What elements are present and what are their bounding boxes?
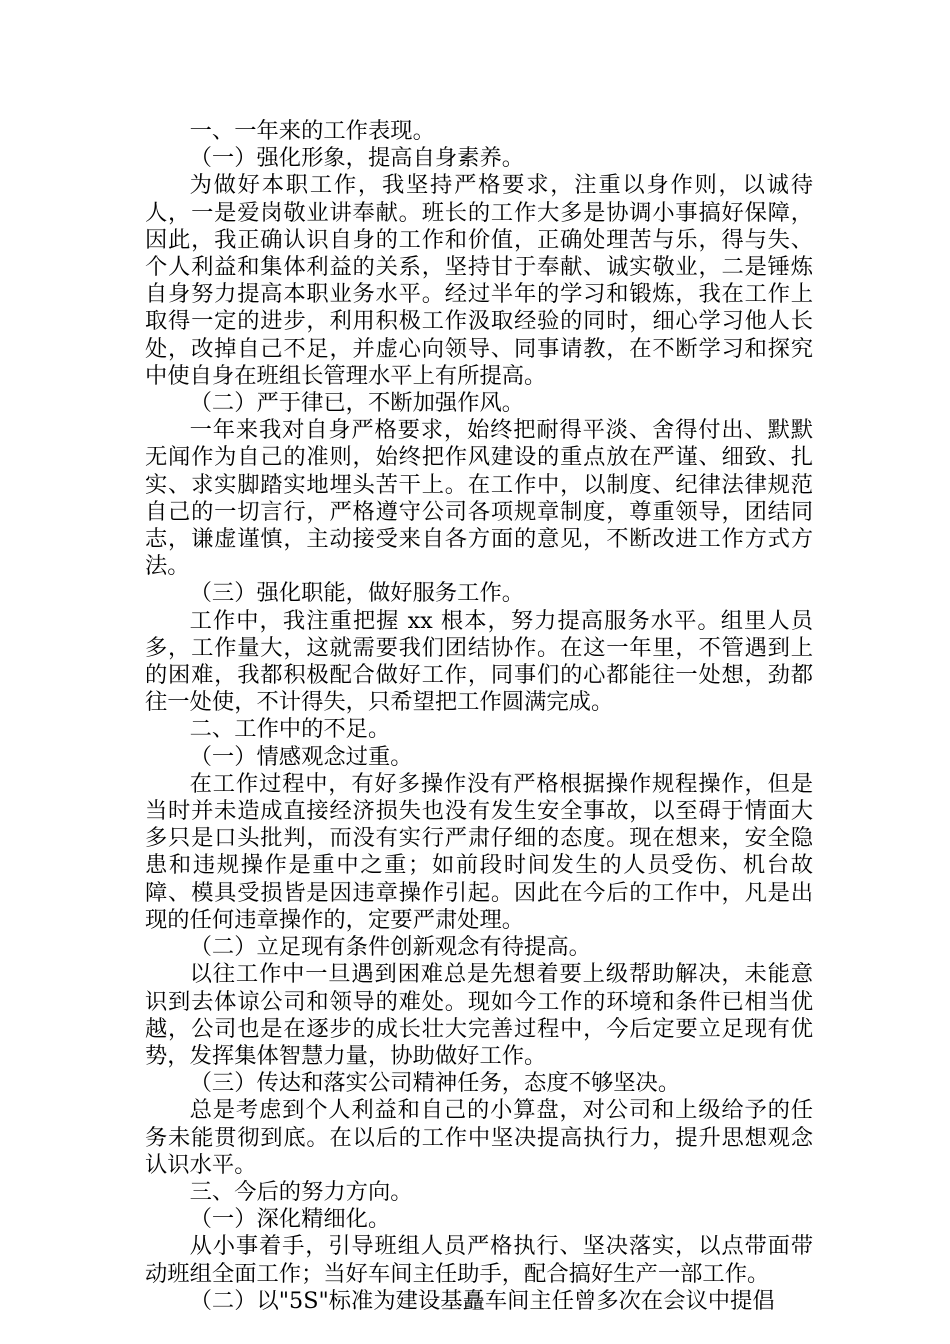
document-page <box>145 118 813 1315</box>
paragraph: 工作中，我注重把握 xx 根本，努力提高服务水平。组里人员多，工作量大，这就需要我们团结协作。在这一年里，不管遇到上的困难，我都积极配合做好工作，同事们的心都能往一处想，劲都往一处使，不计得失，只希望把工作圆满完成。 <box>145 607 813 716</box>
subsection-heading-1-2: （二）严于律已，不断加强作风。 <box>189 390 525 417</box>
subsection-heading-1-3: （三）强化职能，做好服务工作。 <box>189 580 525 607</box>
paragraph: 在工作过程中，有好多操作没有严格根据操作规程操作，但是当时并未造成直接经济损失也没有发生安全事故，以至碍于情面大多只是口头批判，而没有实行严肃仔细的态度。现在想来，安全隐患和违规操作是重中之重；如前段时间发生的人员受伤、机台故障、模具受损皆是因违章操作引起。因此在今后的工作中，凡是出现的任何违章操作的，定要严肃处理。 <box>145 770 813 933</box>
subsection-heading-3-2: （二）以"5S"标准为建设基矗车间主任曾多次在会议中提倡 <box>189 1287 775 1314</box>
subsection-heading-2-1: （一）情感观念过重。 <box>189 743 413 770</box>
subsection-heading-2-3: （三）传达和落实公司精神任务，态度不够坚决。 <box>189 1070 681 1097</box>
paragraph: 一年来我对自身严格要求，始终把耐得平淡、舍得付出、默默无闻作为自己的准则，始终把作风建设的重点放在严谨、细致、扎实、求实脚踏实地埋头苦干上。在工作中，以制度、纪律法律规范自己的一切言行，严格遵守公司各项规章制度，尊重领导，团结同志，谦虚谨慎，主动接受来自各方面的意见，不断改进工作方式方法。 <box>145 417 813 580</box>
paragraph: 为做好本职工作，我坚持严格要求，注重以身作则，以诚待人，一是爱岗敬业讲奉献。班长的工作大多是协调小事搞好保障，因此，我正确认识自身的工作和价值，正确处理苦与乐，得与失、个人利益和集体利益的关系，坚持甘于奉献、诚实敬业，二是锤炼自身努力提高本职业务水平。经过半年的学习和锻炼，我在工作上取得一定的进步，利用积极工作汲取经验的同时，细心学习他人长处，改掉自己不足，并虚心向领导、同事请教，在不断学习和探究中使自身在班组长管理水平上有所提高。 <box>145 172 813 389</box>
section-heading-1: 一、一年来的工作表现。 <box>189 118 435 144</box>
subsection-heading-1-1: （一）强化形象，提高自身素养。 <box>189 145 525 172</box>
paragraph: 从小事着手，引导班组人员严格执行、坚决落实，以点带面带动班组全面工作；当好车间主任助手，配合搞好生产一部工作。 <box>145 1233 813 1287</box>
paragraph: 以往工作中一旦遇到困难总是先想着要上级帮助解决，未能意识到去体谅公司和领导的难处。现如今工作的环境和条件已相当优越，公司也是在逐步的成长壮大完善过程中，今后定要立足现有优势，发挥集体智慧力量，协助做好工作。 <box>145 961 813 1069</box>
section-heading-3: 三、今后的努力方向。 <box>189 1178 413 1205</box>
section-heading-2: 二、工作中的不足。 <box>189 716 391 743</box>
subsection-heading-2-2: （二）立足现有条件创新观念有待提高。 <box>189 934 591 961</box>
paragraph: 总是考虑到个人利益和自己的小算盘，对公司和上级给予的任务未能贯彻到底。在以后的工作中坚决提高执行力，提升思想观念认识水平。 <box>145 1097 813 1178</box>
subsection-heading-3-1: （一）深化精细化。 <box>189 1206 391 1233</box>
